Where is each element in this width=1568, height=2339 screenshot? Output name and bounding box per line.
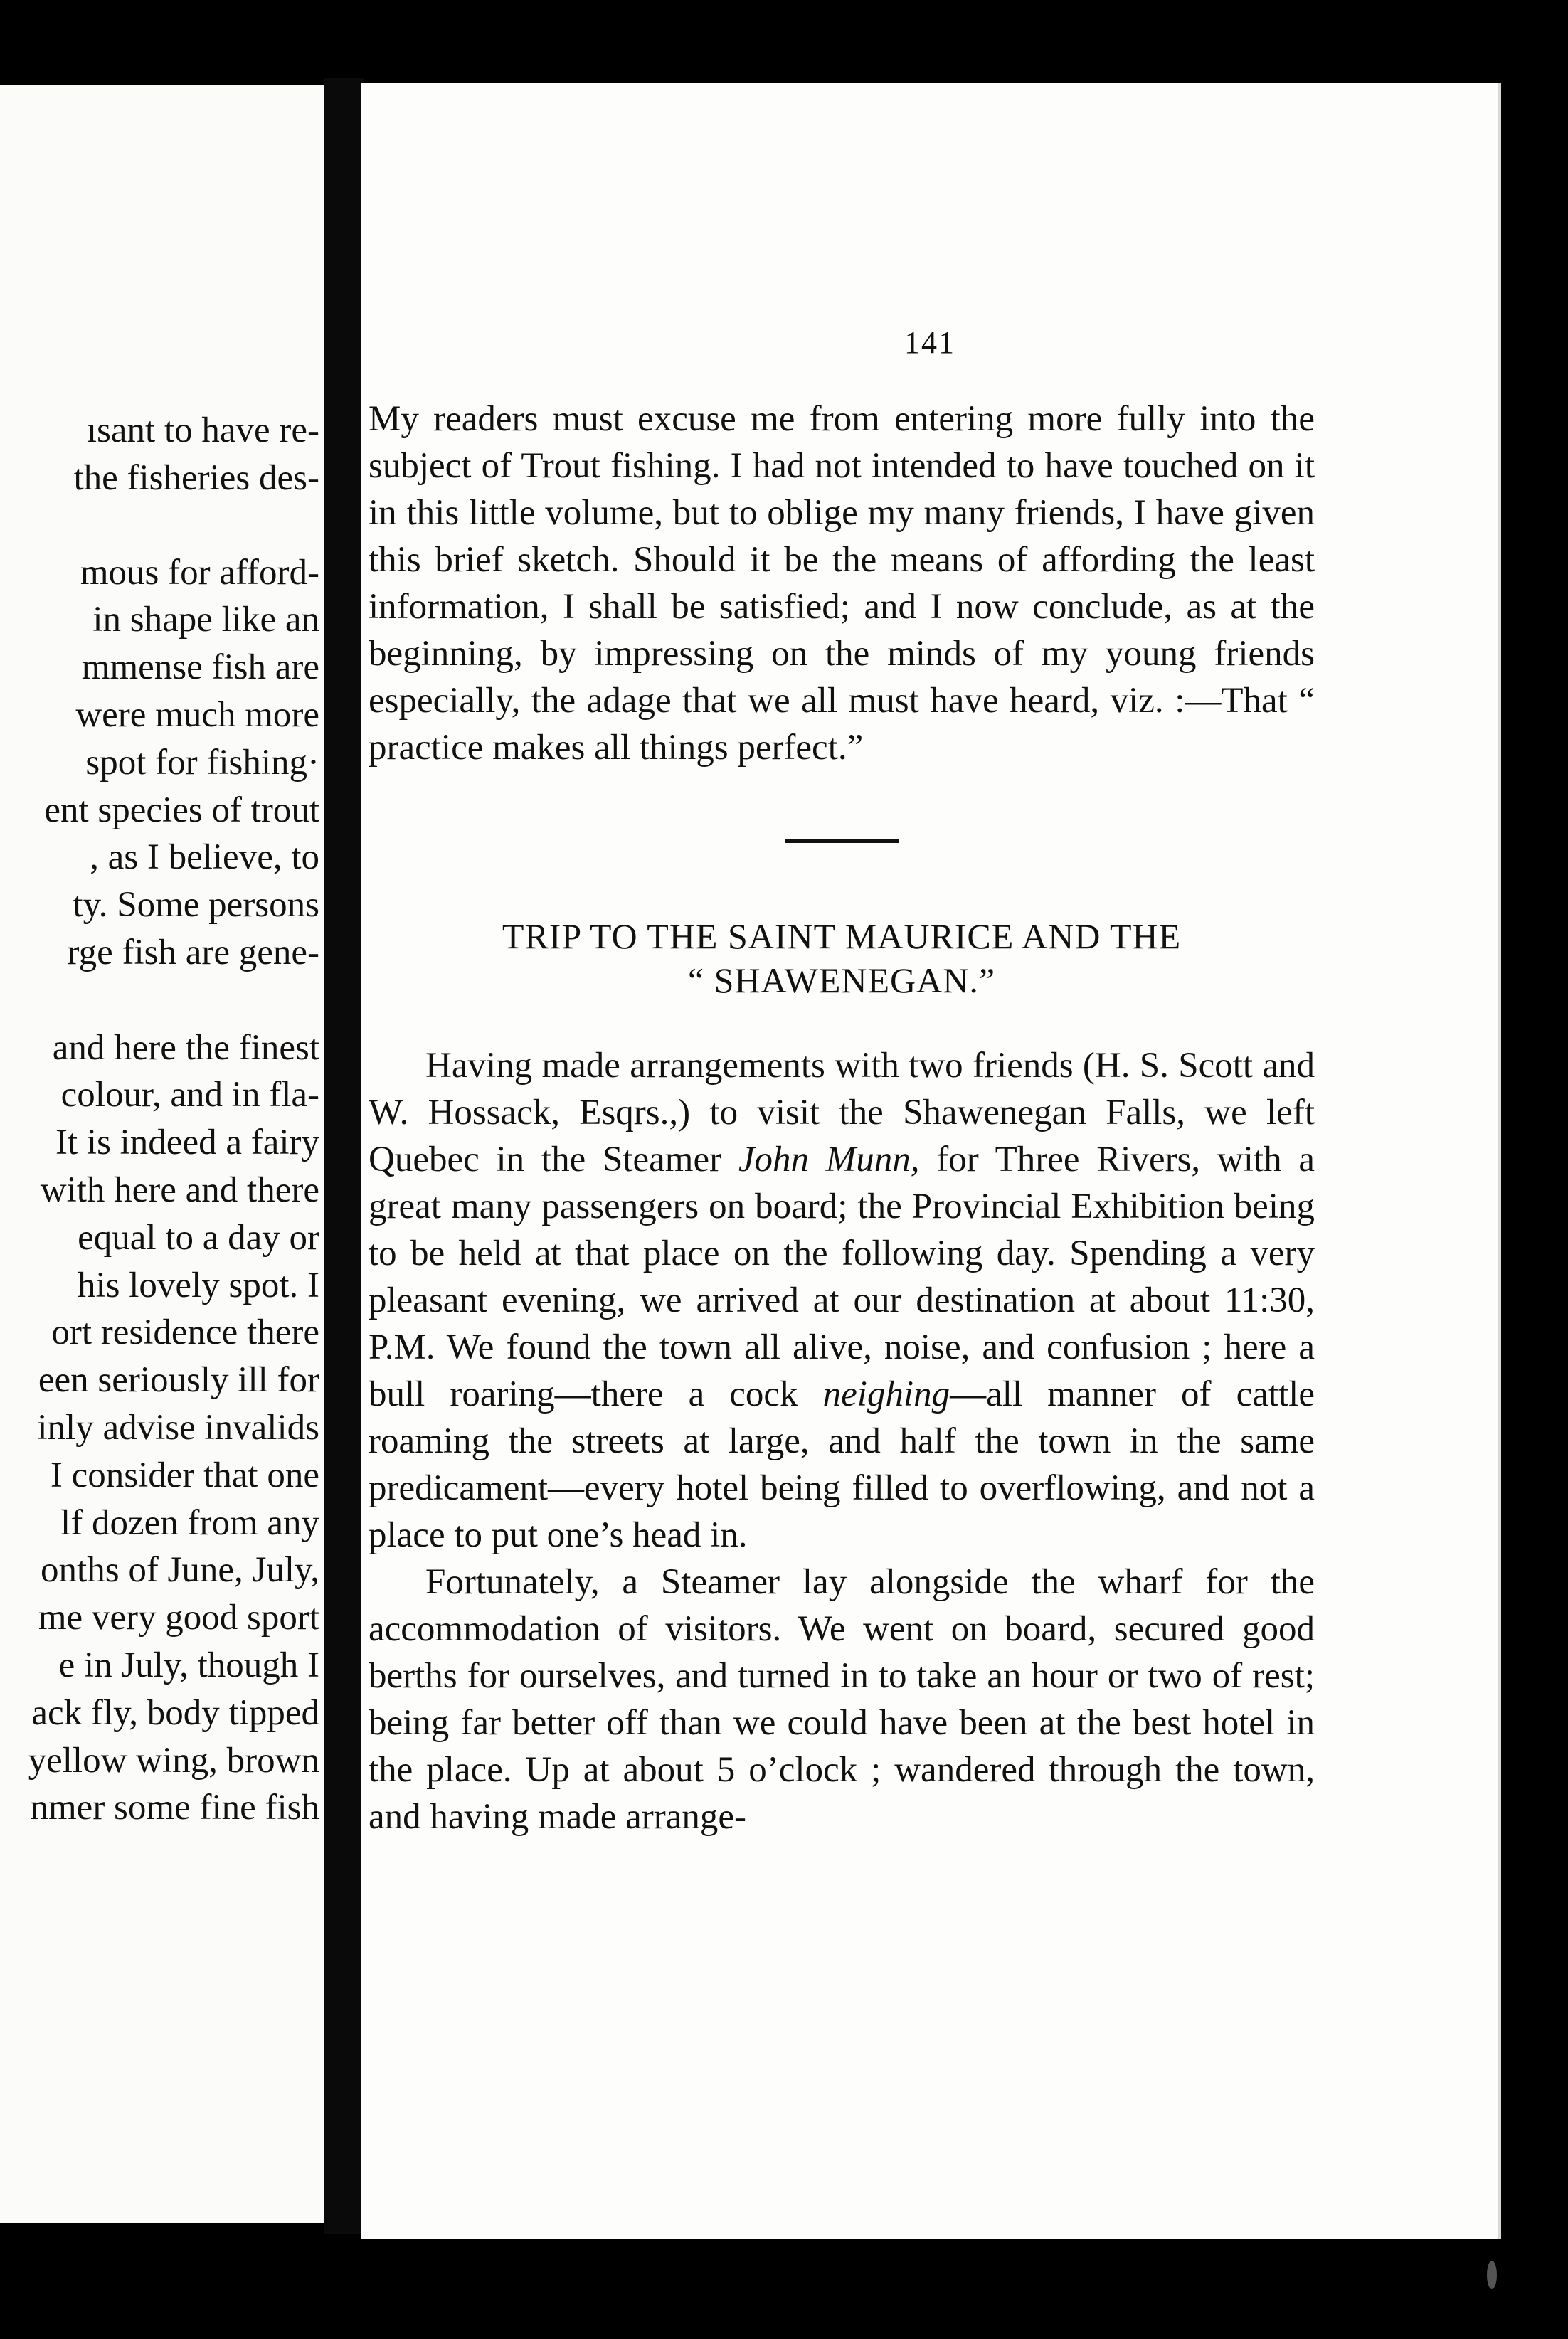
intro-paragraph: My readers must excuse me from entering more fully into the subject of Trout fishing. I had not intended to have touched on it in this little volume, but to oblige my many friends, I have given this brief sketch. Should it be the means of affording the least information, I shall be satisfied; and I now conclude, as at the beginning, by impressing on the minds of my young friends especially, the adage that we all must have heard, viz. :—That “ practice makes all things perfect.” <box>369 399 1315 768</box>
text-line: , as I believe, to <box>90 837 319 878</box>
text-line: een seriously ill for <box>38 1360 319 1401</box>
emphasis-text: neighing <box>822 1374 950 1414</box>
text-line: in shape like an <box>92 600 319 640</box>
text-line: colour, and in fla- <box>60 1075 319 1115</box>
previous-page <box>0 85 324 2223</box>
text-line: the fisheries des- <box>73 457 319 498</box>
paragraph-text: Having made arrangements with two friends (H. S. Scott and W. Hossack, Esqrs.,) to visit the Shawenegan Falls, we left Quebec in the Steamer <box>369 1046 1315 1179</box>
text-line: ent species of trout <box>44 790 319 830</box>
steamer-name: John Munn, <box>738 1140 920 1179</box>
paragraph-text: —all manner of cattle roaming the streets at large, and half the town in the same predicament—every hotel being filled to overflowing, and not a place to put one’s head in. <box>369 1374 1315 1555</box>
section-heading <box>369 914 1315 1002</box>
book-gutter <box>324 78 364 2234</box>
text-line: were much more <box>75 694 319 735</box>
text-line: me very good sport <box>38 1598 319 1638</box>
text-line: It is indeed a fairy <box>55 1123 319 1163</box>
section-divider <box>785 839 899 843</box>
text-line: with here and there <box>40 1170 319 1210</box>
heading-line: TRIP TO THE SAINT MAURICE AND THE <box>502 916 1182 956</box>
body-paragraph: Fortunately, a Steamer lay alongside the wharf for the accommodation of visitors. We went on board, secured good berths for ourselves, and turned in to take an hour or two of rest; being far better off than we could have been at the best hotel in the place. Up at about 5 o’clock ; wandered through the town, and having made arrange- <box>369 1562 1315 1837</box>
text-line: ty. Some persons <box>73 885 319 925</box>
text-line: equal to a day or <box>78 1217 319 1258</box>
text-line: and here the finest <box>52 1027 319 1068</box>
text-line: his lovely spot. I <box>78 1265 319 1305</box>
paragraph-text: for Three Rivers, with a great many passengers on board; the Provincial Exhibition being to be held at that place on the following day. Spending a very pleasant evening, we arrived at our destination at about 11:30, P.M. We found the town all alive, noise, and confusion ; here a bull roaring—there a cock <box>369 1140 1315 1414</box>
text-line: e in July, though I <box>58 1645 319 1685</box>
text-line: ısant to have re- <box>86 410 319 450</box>
current-page <box>361 83 1501 2239</box>
text-line: inly advise invalids <box>37 1407 319 1448</box>
text-line: spot for fishing· <box>85 742 319 783</box>
previous-page-text <box>0 407 319 1832</box>
scan-speck <box>1487 2261 1497 2289</box>
text-line: yellow wing, brown <box>28 1740 319 1781</box>
page-number: 141 <box>904 325 955 360</box>
text-line: ort residence there <box>51 1312 319 1353</box>
text-line: mmense fish are <box>81 647 319 688</box>
body-paragraph <box>369 1042 1315 1559</box>
text-line: I consider that one <box>50 1455 319 1495</box>
text-line: lf dozen from any <box>60 1502 319 1543</box>
page-body <box>369 396 1315 1840</box>
text-line <box>0 977 319 1024</box>
text-line: rge fish are gene- <box>67 932 319 972</box>
text-line: mous for afford- <box>80 552 319 593</box>
text-line: ack fly, body tipped <box>31 1692 319 1733</box>
text-line: nmer some fine fish <box>30 1788 319 1828</box>
text-line: onths of June, July, <box>41 1550 319 1591</box>
heading-line: “ SHAWENEGAN.” <box>687 960 996 1000</box>
